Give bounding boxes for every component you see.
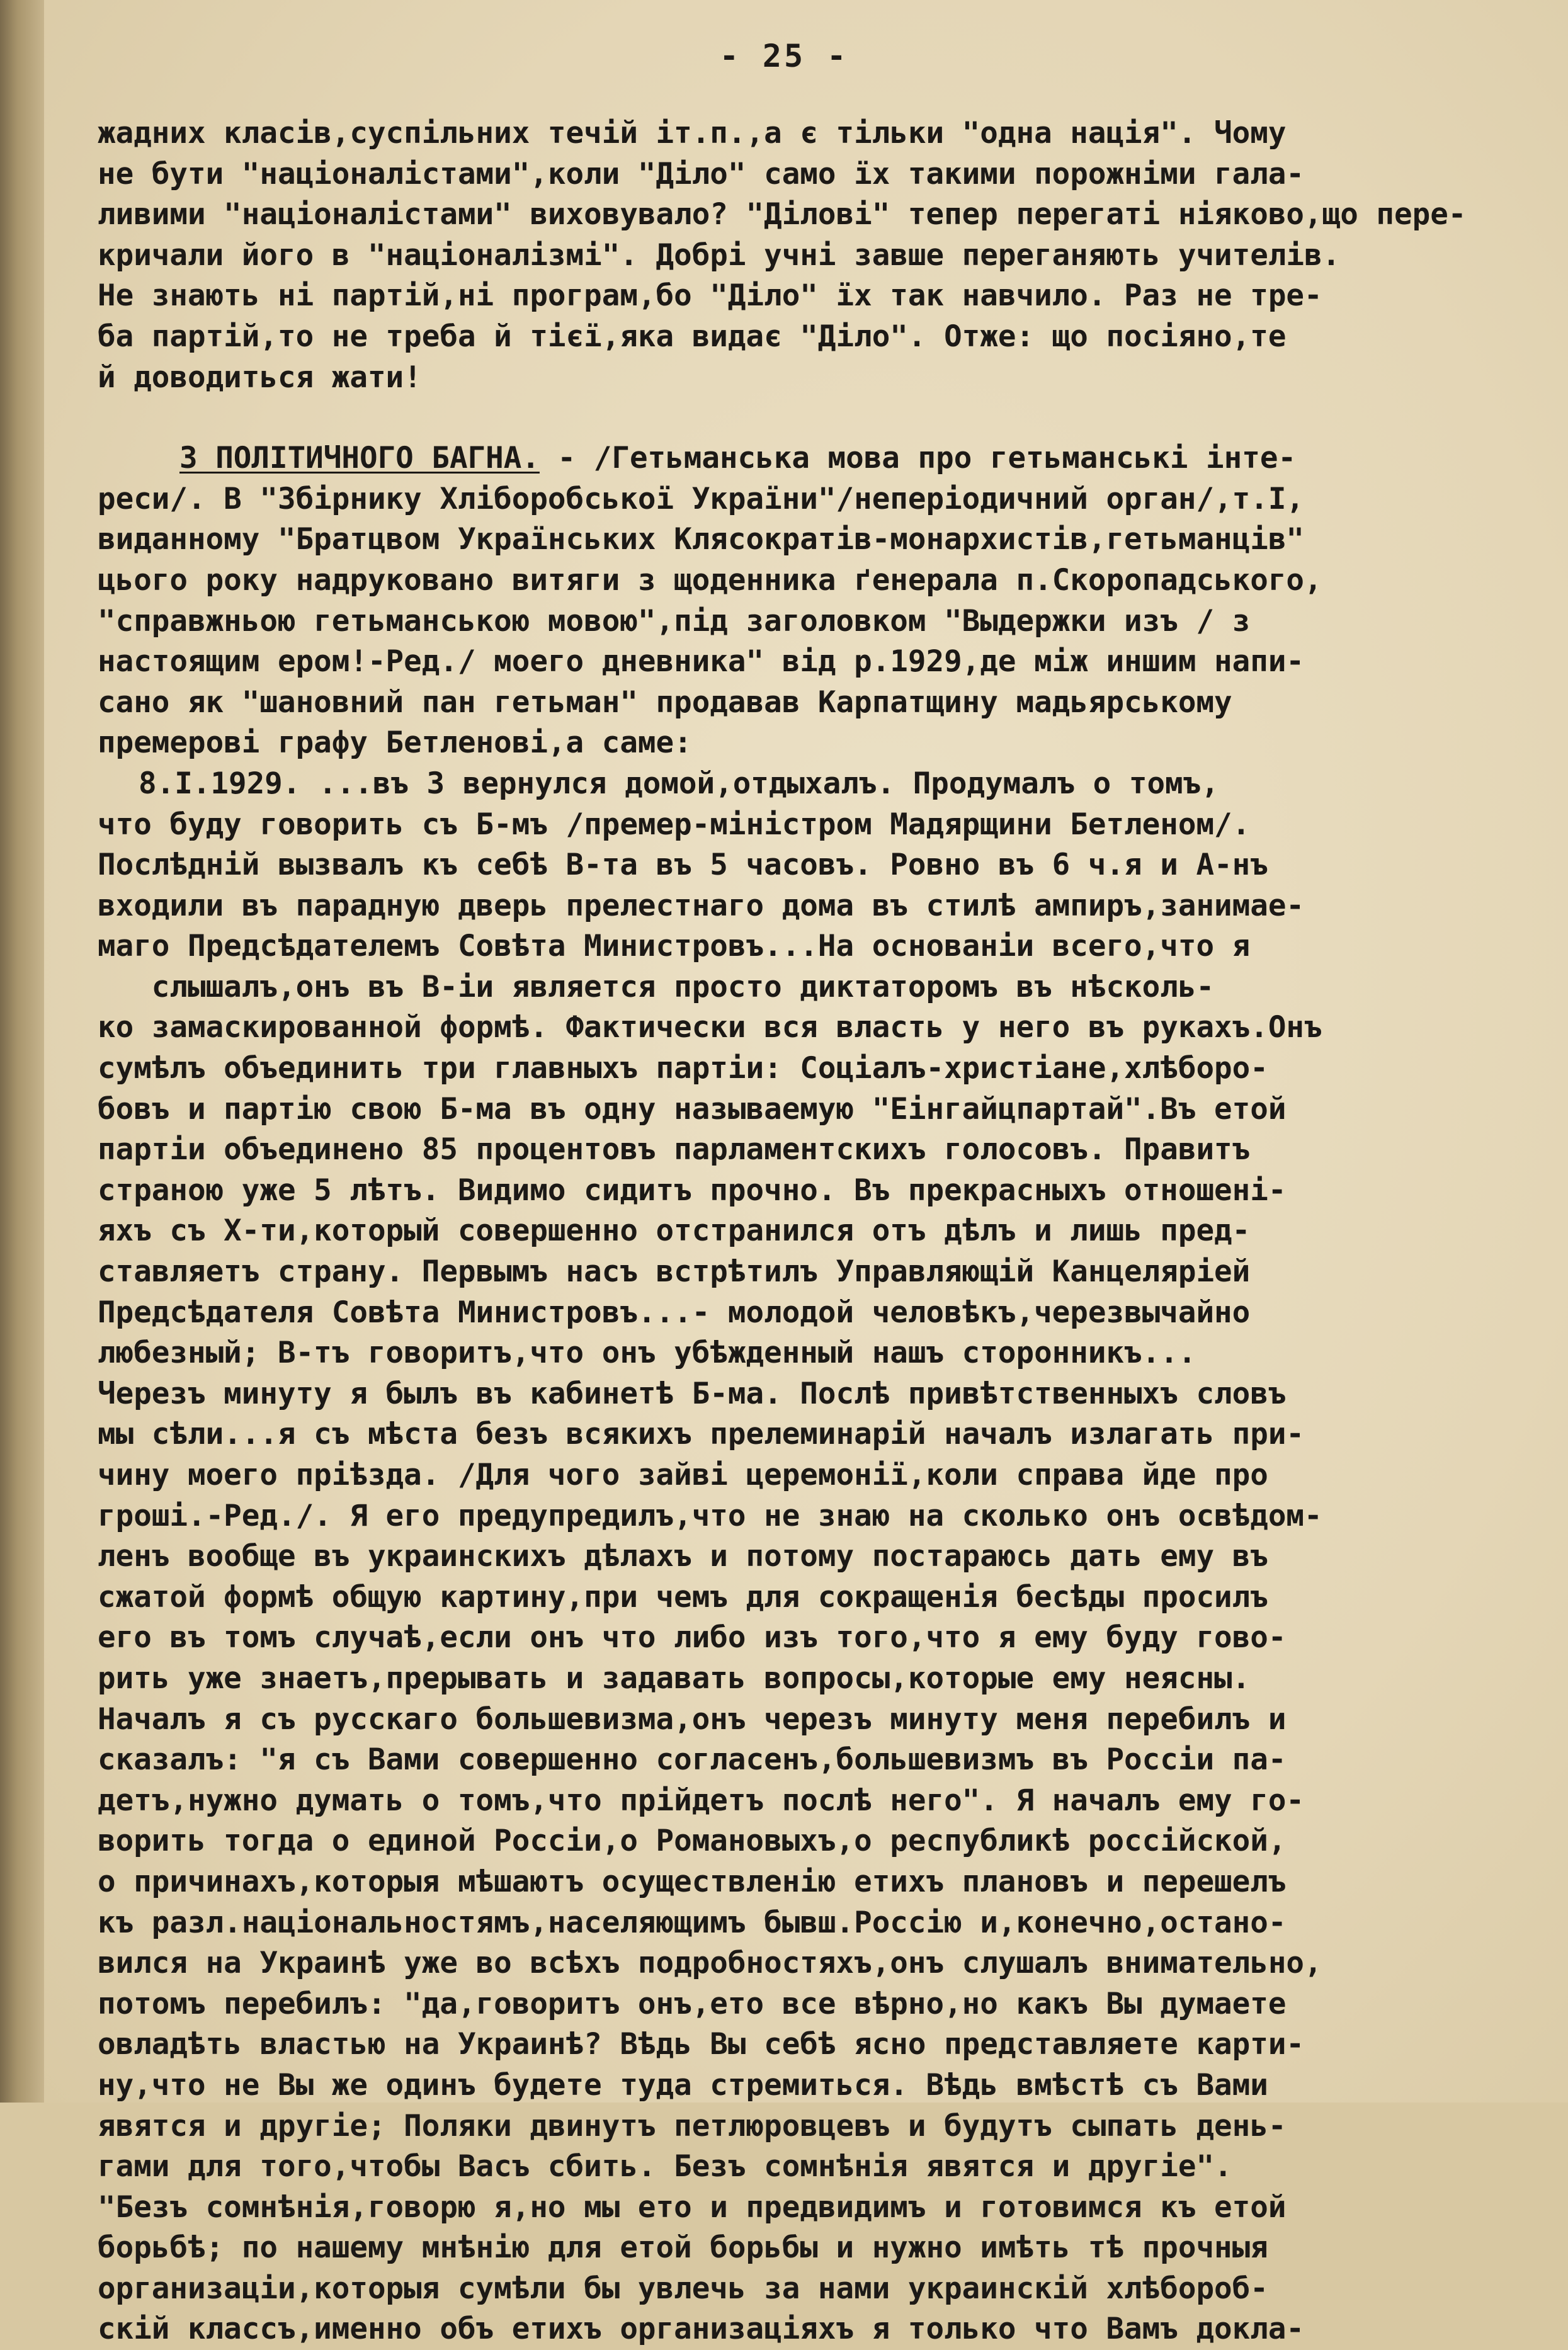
text-line: мы сѣли...я съ мѣста безъ всякихъ прелеминарій началъ излагать при- [98,1417,1305,1452]
text-line: Черезъ минуту я былъ въ кабинетѣ Б-ма. Послѣ привѣтственныхъ словъ [98,1376,1287,1411]
paragraph-diло-critique [98,113,1467,398]
text-line: й доводиться жати! [98,360,422,395]
text-line: бовъ и партію свою Б-ма въ одну называемую "Еінгайцпартай".Въ етой [98,1091,1287,1127]
paragraph-diary-excerpt [98,764,1433,2350]
text-line: маго Предсѣдателемъ Совѣта Министровъ...На основаніи всего,что я [98,929,1251,964]
text-line: "справжньою гетьманською мовою",під заголовком "Выдержки изъ / з [98,603,1251,639]
text-line: сумѣлъ объединить три главныхъ партіи: Соціалъ-христіане,хлѣборо- [98,1051,1268,1086]
text-line: о причинахъ,которыя мѣшаютъ осуществленію етихъ плановъ и перешелъ [98,1864,1287,1899]
text-line: вился на Украинѣ уже во всѣхъ подробностяхъ,онъ слушалъ внимательно, [98,1946,1322,1981]
text-line: партіи объединено 85 процентовъ парламентскихъ голосовъ. Правитъ [98,1132,1251,1167]
text-line [98,438,1433,479]
text-line: къ разл.національностямъ,населяющимъ бывш.Россію и,конечно,остано- [98,1905,1287,1940]
text-line-rest: - /Гетьманська мова про гетьманські інте- [539,441,1297,476]
text-line: сказалъ: "я съ Вами совершенно согласенъ,большевизмъ въ Россіи па- [98,1742,1287,1778]
text-line: цього року надруковано витяги з щоденника ґенерала п.Скоропадського, [98,562,1322,598]
text-line: страною уже 5 лѣтъ. Видимо сидитъ прочно. Въ прекрасныхъ отношені- [98,1172,1287,1208]
text-line: ленъ вообще въ украинскихъ дѣлахъ и потому постараюсь дать ему въ [98,1539,1268,1574]
text-line: ну,что не Вы же одинъ будете туда стремиться. Вѣдь вмѣстѣ съ Вами [98,2067,1268,2103]
text-line: сжатой формѣ общую картину,при чемъ для сокращенія бесѣды просилъ [98,1579,1268,1615]
text-line: ба партій,то не треба й тієї,яка видає "Діло". Отже: що посіяно,те [98,319,1287,354]
text-line: ко замаскированной формѣ. Фактически вся власть у него въ рукахъ.Онъ [98,1010,1322,1045]
text-line: потомъ перебилъ: "да,говоритъ онъ,ето все вѣрно,но какъ Вы думаете [98,1986,1287,2021]
paragraph-gap [98,398,1433,438]
text-line: рить уже знаетъ,прерывать и задавать вопросы,которые ему неясны. [98,1660,1251,1696]
text-line: явятся и другіе; Поляки двинутъ петлюровцевъ и будутъ сыпать день- [98,2108,1287,2143]
text-line: овладѣть властью на Украинѣ? Вѣдь Вы себѣ ясно представляете карти- [98,2027,1305,2062]
text-line: входили въ парадную дверь прелестнаго дома въ стилѣ ампиръ,занимае- [98,888,1305,923]
text-line: жадних класів,суспільних течій іт.п.,а є тільки "одна нація". Чому [98,116,1287,150]
text-line: виданному "Братцвом Українських Клясократів-монархистів,гетьманців" [98,522,1305,557]
text-line: слышалъ,онъ въ В-іи является просто диктаторомъ въ нѣсколь- [98,969,1215,1004]
text-line: гроші.-Ред./. Я его предупредилъ,что не знаю на сколько онъ освѣдом- [98,1498,1322,1533]
text-line: настоящим ером!-Ред./ моего дневника" від р.1929,де між иншим напи- [98,644,1305,679]
text-line: ливими "націоналістами" виховувало? "Ділові" тепер перегаті ніяково,що пере- [98,197,1467,232]
text-line: Предсѣдателя Совѣта Министровъ...- молодой человѣкъ,черезвычайно [98,1295,1251,1330]
text-line: любезный; В-тъ говоритъ,что онъ убѣжденный нашъ сторонникъ... [98,1336,1196,1371]
text-line: сано як "шановний пан гетьман" продавав Карпатщину мадьярському [98,684,1232,720]
page-number: - 25 - [719,38,849,74]
text-line: чину моего пріѣзда. /Для чого зайві церемонії,коли справа йде про [98,1458,1268,1492]
paragraph-political-swamp [98,438,1433,764]
text-line: кричали його в "націоналізмі". Добрі учні завше переганяють учителів. [98,237,1341,273]
text-line: детъ,нужно думать о томъ,что прійдетъ послѣ него". Я началъ ему го- [98,1783,1305,1818]
binding-edge [0,0,44,2103]
text-line: Началъ я съ русскаго большевизма,онъ черезъ минуту меня перебилъ и [98,1701,1287,1737]
text-line: борьбѣ; по нашему мнѣнію для етой борьбы и нужно имѣть тѣ прочныя [98,2230,1268,2266]
document-body [98,113,1467,2350]
text-line: ставляетъ страну. Первымъ насъ встрѣтилъ Управляющій Канцеляріей [98,1254,1251,1290]
text-line: его въ томъ случаѣ,если онъ что либо изъ того,что я ему буду гово- [98,1620,1287,1655]
text-line: реси/. В "Збірнику Хліборобської України"/неперіодичний орган/,т.І, [98,481,1305,516]
text-line: "Безъ сомнѣнія,говорю я,но мы ето и предвидимъ и готовимся къ етой [98,2189,1287,2225]
text-line: что буду говорить съ Б-мъ /премер-міністром Мадярщини Бетленом/. [98,807,1251,842]
section-heading: З ПОЛІТИЧНОГО БАГНА. [179,441,540,476]
text-line: не бути "націоналістами",коли "Діло" само їх такими порожніми гала- [98,156,1305,191]
text-line: скій классъ,именно объ етихъ организаціяхъ я только что Вамъ докла- [98,2312,1305,2347]
text-line: яхъ съ Х-ти,который совершенно отстранился отъ дѣлъ и лишь пред- [98,1213,1251,1249]
text-line: Послѣдній вызвалъ къ себѣ В-та въ 5 часовъ. Ровно въ 6 ч.я и А-нъ [98,848,1268,883]
text-line: премерові графу Бетленові,а саме: [98,725,692,761]
text-line: гами для того,чтобы Васъ сбить. Безъ сомнѣнія явятся и другіе". [98,2149,1232,2184]
text-line: организаціи,которыя сумѣли бы увлечь за нами украинскій хлѣбороб- [98,2271,1268,2306]
text-line: ворить тогда о единой Россіи,о Романовыхъ,о республикѣ россійской, [98,1824,1287,1859]
text-line: Не знають ні партій,ні програм,бо "Діло" їх так навчило. Раз не тре- [98,278,1322,314]
text-line: 8.І.1929. ...въ 3 вернулся домой,отдыхалъ. Продумалъ о томъ, [139,766,1219,801]
